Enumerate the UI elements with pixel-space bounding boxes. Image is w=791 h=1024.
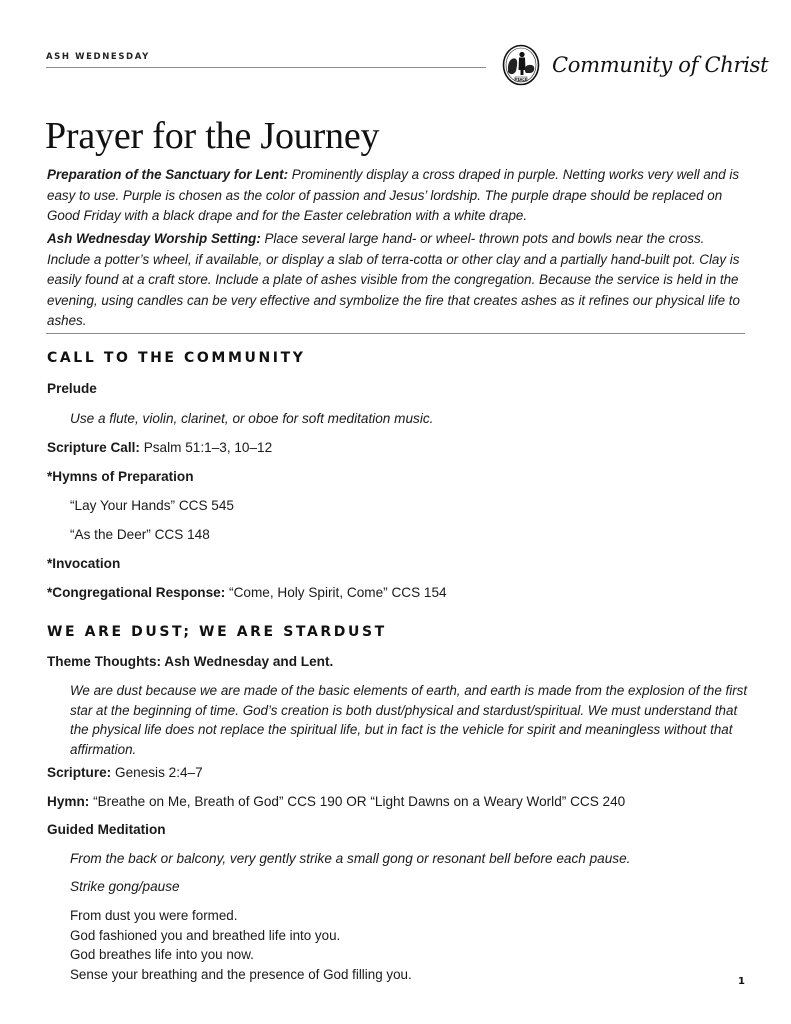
meditation-verse	[70, 906, 748, 984]
congregational-response	[47, 585, 447, 600]
header-rule	[46, 67, 486, 68]
scripture-label: Scripture:	[47, 765, 112, 780]
seal-label: PEACE	[515, 77, 527, 82]
page-number: 1	[738, 976, 745, 987]
prelude-note: Use a flute, violin, clarinet, or oboe for soft meditation music.	[70, 411, 434, 426]
prelude-label: Prelude	[47, 381, 97, 396]
guided-meditation-label: Guided Meditation	[47, 822, 166, 837]
guided-meditation-note: From the back or balcony, very gently strike a small gong or resonant bell before each pause.	[70, 851, 631, 866]
hymn	[47, 794, 625, 809]
scripture	[47, 765, 203, 780]
meditation-line: Sense your breathing and the presence of God filling you.	[70, 966, 412, 982]
brand-logo	[502, 44, 768, 86]
section-divider	[46, 333, 745, 334]
intro-worship-setting-text: Place several large hand- or wheel- thrown pots and bowls near the cross. Include a potter’s wheel, if available, or display a slab of terra-cotta or other clay and a partially hand-built pot. Clay is easily found at a craft store. Include a plate of ashes visible from the congregation. Because the service is held in the evening, using candles can be very effective and symbolize the fire that creates ashes as it refines our physical life to ashes.	[47, 231, 740, 328]
scripture-call	[47, 440, 272, 455]
invocation-label: *Invocation	[47, 556, 121, 571]
congregational-response-value: “Come, Holy Spirit, Come” CCS 154	[225, 585, 447, 600]
theme-thoughts-text: We are dust because we are made of the basic elements of earth, and earth is made from the explosion of the first star at the beginning of time. God’s creation is both dust/physical and stardust/spiritual. We must understand that the physical life does not replace the spiritual life, but in fact is the vehicle for spirit and meaningless without that affirmation.	[70, 683, 748, 757]
strike-gong-note: Strike gong/pause	[70, 879, 180, 894]
congregational-response-label: *Congregational Response:	[47, 585, 226, 600]
brand-name: Community of Christ	[552, 53, 769, 77]
intro-sanctuary	[47, 165, 747, 227]
theme-thoughts-label: Theme Thoughts: Ash Wednesday and Lent.	[47, 654, 334, 669]
section-heading-call-to-community: CALL TO THE COMMUNITY	[47, 350, 306, 366]
section-heading-dust-stardust: WE ARE DUST; WE ARE STARDUST	[47, 624, 387, 640]
section-kicker: ASH WEDNESDAY	[46, 52, 150, 62]
hymn-item: “Lay Your Hands” CCS 545	[70, 498, 234, 513]
hymn-item: “As the Deer” CCS 148	[70, 527, 210, 542]
community-of-christ-seal-icon	[502, 44, 540, 86]
meditation-line: God fashioned you and breathed life into you.	[70, 927, 341, 943]
scripture-value: Genesis 2:4–7	[111, 765, 203, 780]
scripture-call-label: Scripture Call:	[47, 440, 140, 455]
intro-worship-setting	[47, 229, 747, 332]
meditation-line: From dust you were formed.	[70, 908, 238, 923]
hymn-value: “Breathe on Me, Breath of God” CCS 190 OR “Light Dawns on a Weary World” CCS 240	[89, 794, 626, 809]
page-title: Prayer for the Journey	[45, 115, 380, 157]
intro-sanctuary-label: Preparation of the Sanctuary for Lent:	[47, 167, 289, 182]
hymn-label: Hymn:	[47, 794, 90, 809]
meditation-line: God breathes life into you now.	[70, 947, 254, 962]
intro-sanctuary-text: Prominently display a cross draped in purple. Netting works very well and is easy to use. Purple is chosen as the color of passion and Jesus’ lordship. The purple drape should be replaced on Good Friday with a black drape and for the Easter celebration with a white drape.	[47, 167, 740, 223]
scripture-call-value: Psalm 51:1–3, 10–12	[139, 440, 273, 455]
hymns-of-preparation-label: *Hymns of Preparation	[47, 469, 194, 484]
intro-worship-setting-label: Ash Wednesday Worship Setting:	[47, 231, 261, 246]
